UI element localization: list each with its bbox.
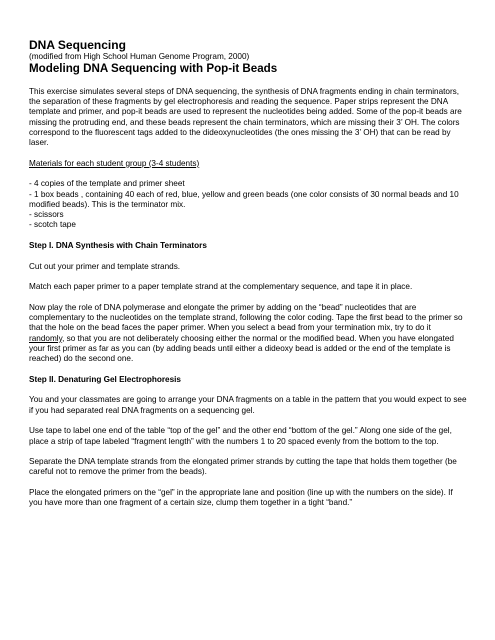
- intro-paragraph: This exercise simulates several steps of DNA sequencing, the synthesis of DNA fragments ending in chain terminators, the separation of these fragments by gel electrophoresis and reading the sequence. Paper strips represent the DNA template and primer, and pop-it beads are used to represent the nucleotides being added. Some of the pop-it beads are missing the protruding end, and these beads represent the chain terminators, which are missing their 3’ OH. The colors correspond to the fluorescent tags added to the dideoxynucleotides (the ones missing the 3’ OH) that can be read by laser.: [29, 87, 462, 148]
- step2-heading: Step II. Denaturing Gel Electrophoresis: [29, 374, 181, 384]
- step2-paragraph-3: Separate the DNA template strands from the elongated primer strands by cutting the tape that holds them together (be careful not to remove the primer from the beads).: [29, 457, 457, 477]
- page-title: DNA Sequencing: [29, 38, 126, 52]
- materials-item: - 4 copies of the template and primer sheet: [29, 179, 185, 189]
- step1-heading: Step I. DNA Synthesis with Chain Terminators: [29, 240, 207, 250]
- materials-list: [29, 179, 467, 230]
- step1-paragraph-1: Cut out your primer and template strands.: [29, 261, 181, 271]
- page-subtitle: (modified from High School Human Genome Program, 2000): [29, 52, 250, 61]
- step1-paragraph-3-text-a: Now play the role of DNA polymerase and elongate the primer by adding on the “bead” nucleotides that are complementary to the nucleotides on the template strand, following the color coding. Tape the first bead to the primer so that the hole on the bead faces the paper primer. When you select a bead from your termination mix, try to do it: [29, 303, 463, 333]
- step1-paragraph-3: [29, 303, 467, 364]
- step2-paragraph-4: Place the elongated primers on the “gel” in the appropriate lane and position (line up with the numbers on the side). If you have more than one fragment of a certain size, clump them together in a tight “band.”: [29, 488, 453, 508]
- step1-paragraph-3-text-b: , so that you are not deliberately choosing either the normal or the modified bead. When you have elongated your first primer as far as you can (by adding beads until either a dideoxy bead is added or the end of the template is reached) do the second one.: [29, 333, 454, 364]
- materials-heading: Materials for each student group (3-4 students): [29, 158, 200, 168]
- materials-item: - 1 box beads , containing 40 each of red, blue, yellow and green beads (one color consists of 30 normal beads and 10 modified beads). This is the terminator mix.: [29, 189, 459, 209]
- step2-paragraph-1: You and your classmates are going to arrange your DNA fragments on a table in the pattern that you would expect to see if you had separated real DNA fragments on a sequencing gel.: [29, 395, 467, 415]
- document-body: [29, 39, 467, 509]
- step1-paragraph-2: Match each paper primer to a paper template strand at the complementary sequence, and tape it in place.: [29, 282, 413, 292]
- materials-item: - scotch tape: [29, 220, 76, 230]
- step1-paragraph-3-underlined: randomly: [29, 333, 63, 343]
- materials-item: - scissors: [29, 210, 64, 220]
- step2-paragraph-2: Use tape to label one end of the table “top of the gel” and the other end “bottom of the gel.” Along one side of the gel, place a strip of tape labeled “fragment length” with the numbers 1 to 20 spaced evenly from the bottom to the top.: [29, 426, 452, 446]
- page-title-secondary: Modeling DNA Sequencing with Pop-it Beads: [29, 62, 278, 75]
